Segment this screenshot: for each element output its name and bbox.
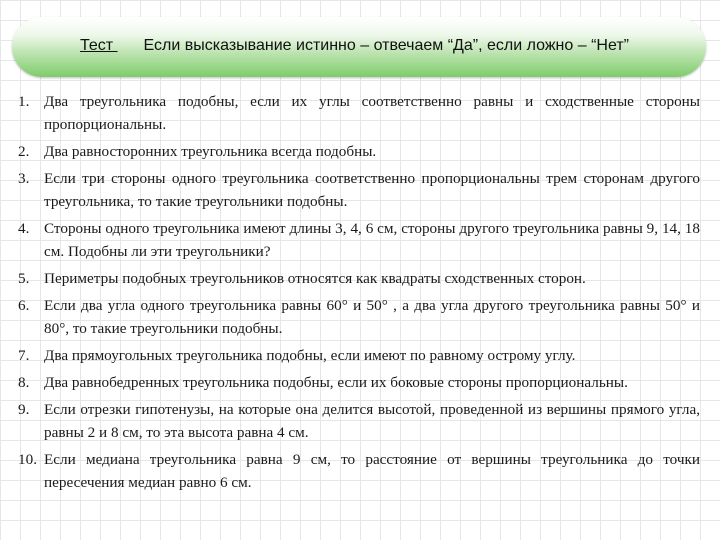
header [80, 37, 700, 55]
item-number: 3. [18, 170, 30, 187]
item-text: Стороны одного треугольника имеют длины 3, 4, 6 см, стороны другого треугольника равны 9, 14, 18 см. Подобны ли эти треугольники? [44, 220, 700, 260]
item-text: Если два угла одного треугольника равны 60° и 50° , а два угла другого треугольника равны 50° и 80°, то такие треугольники подобны. [44, 297, 700, 337]
item-text: Два равнобедренных треугольника подобны, если их боковые стороны пропорциональны. [44, 374, 628, 391]
list-item [18, 140, 700, 163]
item-number: 10. [18, 451, 37, 468]
list-item [18, 371, 700, 394]
list-item [18, 294, 700, 340]
item-text: Если три стороны одного треугольника соответственно пропорциональны трем сторонам другого треугольника, то такие треугольники подобны. [44, 170, 700, 210]
item-text: Два равносторонних треугольника всегда подобны. [44, 143, 377, 160]
item-number: 8. [18, 374, 30, 391]
item-number: 4. [18, 220, 30, 237]
list-item [18, 217, 700, 263]
test-link[interactable]: Тест [80, 37, 118, 54]
header-instruction: Если высказывание истинно – отвечаем “Да”, если ложно – “Нет” [143, 37, 629, 54]
item-number: 6. [18, 297, 30, 314]
item-number: 7. [18, 347, 30, 364]
item-text: Если отрезки гипотенузы, на которые она делится высотой, проведенной из вершины прямого угла, равны 2 и 8 см, то эта высота равна 4 см. [44, 401, 700, 441]
list-item [18, 90, 700, 136]
list-item [18, 398, 700, 444]
list-item [18, 344, 700, 367]
list-item [18, 167, 700, 213]
item-text: Два прямоугольных треугольника подобны, если имеют по равному острому углу. [44, 347, 576, 364]
item-number: 1. [18, 93, 30, 110]
item-text: Периметры подобных треугольников относятся как квадраты сходственных сторон. [44, 270, 586, 287]
item-number: 5. [18, 270, 30, 287]
item-text: Два треугольника подобны, если их углы соответственно равны и сходственные стороны пропорциональны. [44, 93, 700, 133]
item-number: 9. [18, 401, 30, 418]
list-item [18, 267, 700, 290]
item-number: 2. [18, 143, 30, 160]
list-item [18, 448, 700, 494]
question-list [18, 90, 700, 498]
item-text: Если медиана треугольника равна 9 см, то расстояние от вершины треугольника до точки пересечения медиан равно 6 см. [44, 451, 700, 491]
